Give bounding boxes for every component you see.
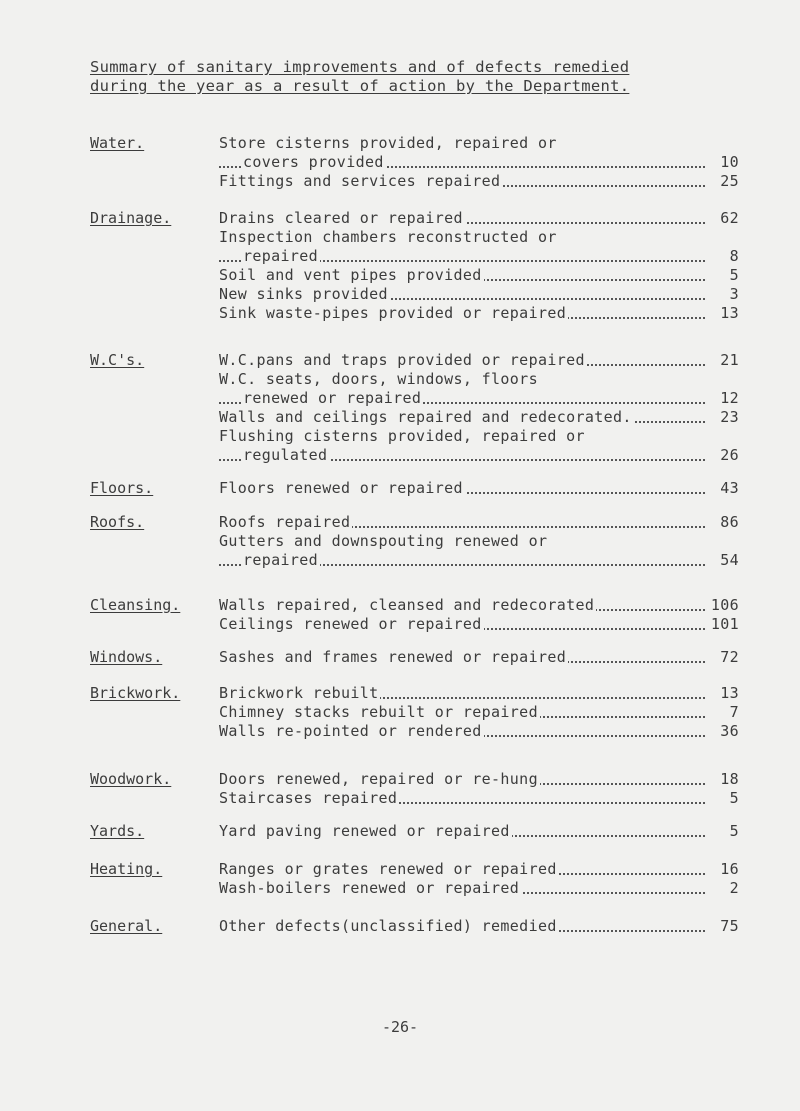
- list-item: [219, 917, 739, 936]
- section-heading: Floors.: [90, 479, 154, 497]
- item-line: [219, 722, 739, 741]
- title-line-2: during the year as a result of action by the Department.: [90, 77, 630, 95]
- item-line: [219, 596, 739, 615]
- item-line: [219, 513, 739, 532]
- item-count: 8: [705, 247, 739, 266]
- item-count: 72: [705, 648, 739, 667]
- item-count: 25: [705, 172, 739, 191]
- list-item: [219, 408, 739, 427]
- item-text: Fittings and services repaired: [219, 172, 501, 190]
- item-count: 10: [705, 153, 739, 172]
- item-count: 16: [705, 860, 739, 879]
- list-item: [219, 596, 739, 615]
- list-item: [219, 266, 739, 285]
- title-line-1: Summary of sanitary improvements and of defects remedied: [90, 58, 630, 76]
- section-items: [219, 596, 739, 634]
- item-line: [219, 134, 739, 153]
- section-heading: Yards.: [90, 822, 145, 840]
- item-count: 7: [705, 703, 739, 722]
- item-count: 36: [705, 722, 739, 741]
- list-item: [219, 513, 739, 532]
- section-heading: Brickwork.: [90, 684, 181, 702]
- item-text: Inspection chambers reconstructed or: [219, 228, 557, 246]
- list-item: [219, 860, 739, 879]
- section-items: [219, 209, 739, 323]
- section-items: [219, 648, 739, 667]
- page-title: [90, 58, 750, 96]
- section-heading: Water.: [90, 134, 145, 152]
- section-heading: Windows.: [90, 648, 163, 666]
- item-text: covers provided: [243, 153, 384, 171]
- item-line: [219, 684, 739, 703]
- item-line: [219, 153, 739, 172]
- item-text: W.C. seats, doors, windows, floors: [219, 370, 538, 388]
- item-line: [219, 879, 739, 898]
- item-count: 54: [705, 551, 739, 570]
- list-item: [219, 684, 739, 703]
- list-item: [219, 427, 739, 465]
- item-text: Store cisterns provided, repaired or: [219, 134, 557, 152]
- list-item: [219, 479, 739, 498]
- item-line: [219, 427, 739, 446]
- item-count: 2: [705, 879, 739, 898]
- item-line: [219, 860, 739, 879]
- item-line: [219, 304, 739, 323]
- list-item: [219, 770, 739, 789]
- item-text: Flushing cisterns provided, repaired or: [219, 427, 585, 445]
- item-count: 5: [705, 822, 739, 841]
- item-text: Walls repaired, cleansed and redecorated: [219, 596, 595, 614]
- list-item: [219, 722, 739, 741]
- section-items: [219, 684, 739, 741]
- item-line: [219, 247, 739, 266]
- item-text: Sink waste-pipes provided or repaired: [219, 304, 567, 322]
- list-item: [219, 209, 739, 228]
- section-heading: W.C's.: [90, 351, 145, 369]
- item-count: 5: [705, 789, 739, 808]
- item-line: [219, 446, 739, 465]
- item-line: [219, 822, 739, 841]
- list-item: [219, 532, 739, 570]
- item-line: [219, 351, 739, 370]
- item-line: [219, 615, 739, 634]
- section-items: [219, 822, 739, 841]
- item-text: New sinks provided: [219, 285, 388, 303]
- item-line: [219, 389, 739, 408]
- list-item: [219, 879, 739, 898]
- item-line: [219, 209, 739, 228]
- item-line: [219, 551, 739, 570]
- item-line: [219, 266, 739, 285]
- item-line: [219, 479, 739, 498]
- section-heading: Roofs.: [90, 513, 145, 531]
- list-item: [219, 134, 739, 172]
- item-count: 106: [705, 596, 739, 615]
- item-count: 21: [705, 351, 739, 370]
- item-count: 23: [705, 408, 739, 427]
- item-text: Soil and vent pipes provided: [219, 266, 482, 284]
- item-text: Chimney stacks rebuilt or repaired: [219, 703, 538, 721]
- item-text: Other defects(unclassified) remedied: [219, 917, 557, 935]
- item-line: [219, 703, 739, 722]
- list-item: [219, 822, 739, 841]
- item-line: [219, 172, 739, 191]
- item-text: Ceilings renewed or repaired: [219, 615, 482, 633]
- item-text: Drains cleared or repaired: [219, 209, 463, 227]
- section-heading: Cleansing.: [90, 596, 181, 614]
- item-text: Wash-boilers renewed or repaired: [219, 879, 520, 897]
- list-item: [219, 615, 739, 634]
- section-items: [219, 917, 739, 936]
- section-items: [219, 134, 739, 191]
- item-text: Doors renewed, repaired or re-hung: [219, 770, 538, 788]
- item-text: Walls and ceilings repaired and redecorated.: [219, 408, 632, 426]
- section-items: [219, 479, 739, 498]
- item-text: Gutters and downspouting renewed or: [219, 532, 548, 550]
- section-items: [219, 770, 739, 808]
- list-item: [219, 370, 739, 408]
- list-item: [219, 789, 739, 808]
- item-count: 3: [705, 285, 739, 304]
- item-count: 43: [705, 479, 739, 498]
- item-text: Roofs repaired: [219, 513, 351, 531]
- item-text: repaired: [243, 551, 319, 569]
- item-text: Floors renewed or repaired: [219, 479, 463, 497]
- item-text: Yard paving renewed or repaired: [219, 822, 510, 840]
- item-count: 101: [705, 615, 739, 634]
- item-text: W.C.pans and traps provided or repaired: [219, 351, 585, 369]
- item-count: 86: [705, 513, 739, 532]
- item-count: 26: [705, 446, 739, 465]
- item-text: Ranges or grates renewed or repaired: [219, 860, 557, 878]
- item-count: 5: [705, 266, 739, 285]
- list-item: [219, 285, 739, 304]
- item-text: Sashes and frames renewed or repaired: [219, 648, 567, 666]
- item-line: [219, 789, 739, 808]
- item-count: 13: [705, 304, 739, 323]
- list-item: [219, 351, 739, 370]
- item-line: [219, 228, 739, 247]
- section-heading: Heating.: [90, 860, 163, 878]
- item-text: regulated: [243, 446, 328, 464]
- item-line: [219, 648, 739, 667]
- item-text: repaired: [243, 247, 319, 265]
- item-line: [219, 370, 739, 389]
- section-heading: Drainage.: [90, 209, 172, 227]
- item-text: Walls re-pointed or rendered: [219, 722, 482, 740]
- item-line: [219, 285, 739, 304]
- item-text: Staircases repaired: [219, 789, 398, 807]
- list-item: [219, 172, 739, 191]
- item-line: [219, 770, 739, 789]
- item-text: Brickwork rebuilt: [219, 684, 379, 702]
- item-count: 12: [705, 389, 739, 408]
- section-items: [219, 351, 739, 465]
- list-item: [219, 304, 739, 323]
- item-count: 18: [705, 770, 739, 789]
- section-items: [219, 860, 739, 898]
- item-count: 13: [705, 684, 739, 703]
- section-heading: General.: [90, 917, 163, 935]
- list-item: [219, 228, 739, 266]
- item-count: 75: [705, 917, 739, 936]
- section-items: [219, 513, 739, 570]
- item-line: [219, 532, 739, 551]
- item-line: [219, 408, 739, 427]
- page-number: -26-: [381, 1018, 419, 1036]
- section-heading: Woodwork.: [90, 770, 172, 788]
- list-item: [219, 648, 739, 667]
- item-text: renewed or repaired: [243, 389, 422, 407]
- item-line: [219, 917, 739, 936]
- item-count: 62: [705, 209, 739, 228]
- list-item: [219, 703, 739, 722]
